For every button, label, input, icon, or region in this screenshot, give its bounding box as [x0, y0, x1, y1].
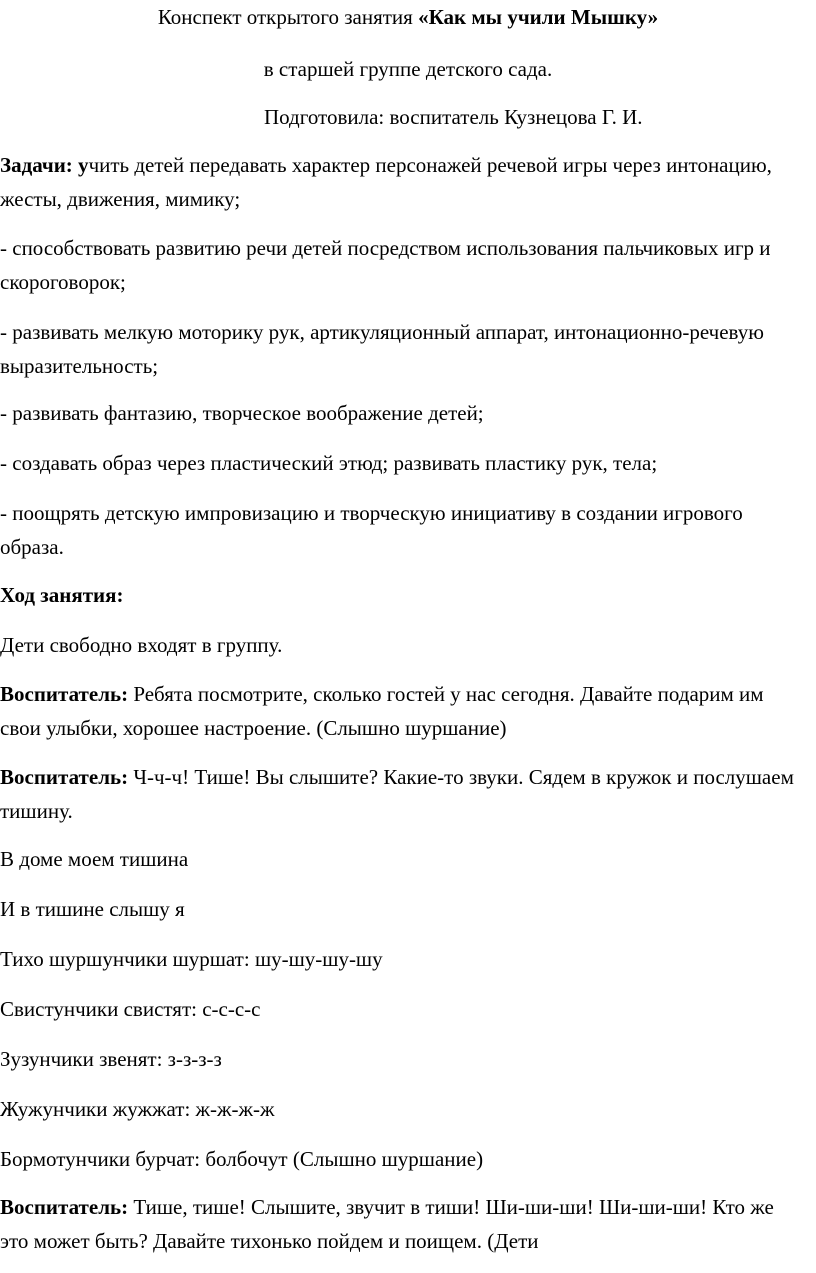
poem-line: Бормотунчики бурчат: болбочут (Слышно шуршание): [0, 1147, 484, 1171]
speaker-label: Воспитатель:: [0, 1195, 129, 1219]
task-item: - развивать фантазию, творческое воображение детей;: [0, 401, 484, 425]
speaker-label: Воспитатель:: [0, 682, 129, 706]
tasks-first-text: чить детей передавать характер персонажей речевой игры через интонацию, жесты, движения, мимику;: [0, 153, 772, 211]
speech-text: Тише, тише! Слышите, звучит в тиши! Ши-ши-ши! Ши-ши-ши! Кто же это может быть? Давайте тихонько пойдем и поищем. (Дети: [0, 1195, 774, 1253]
document-title: [0, 5, 816, 29]
poem-line: Тихо шуршунчики шуршат: шу-шу-шу-шу: [0, 947, 383, 971]
poem-line: И в тишине слышу я: [0, 897, 185, 921]
speech-text: Ребята посмотрите, сколько гостей у нас сегодня. Давайте подарим им свои улыбки, хорошее настроение. (Слышно шуршание): [0, 682, 764, 740]
task-item: - создавать образ через пластический этюд; развивать пластику рук, тела;: [0, 451, 658, 475]
course-heading-text: Ход занятия:: [0, 583, 124, 607]
tasks-paragraph: [0, 148, 806, 216]
title-bold: «Как мы учили Мышку»: [418, 5, 659, 29]
course-heading: [0, 578, 806, 612]
task-item: - развивать мелкую моторику рук, артикуляционный аппарат, интонационно-речевую выразительность;: [0, 320, 764, 378]
teacher-line-3: [0, 1190, 806, 1258]
course-intro: Дети свободно входят в группу.: [0, 633, 283, 657]
teacher-line-1: [0, 677, 806, 745]
poem-line: Зузунчики звенят: з-з-з-з: [0, 1047, 222, 1071]
task-item: - способствовать развитию речи детей посредством использования пальчиковых игр и скороговорок;: [0, 236, 771, 294]
poem-line: Свистунчики свистят: с-с-с-с: [0, 997, 261, 1021]
poem-line: Жужунчики жужжат: ж-ж-ж-ж: [0, 1097, 275, 1121]
author-line: Подготовила: воспитатель Кузнецова Г. И.: [264, 105, 643, 129]
title-prefix: Конспект открытого занятия: [157, 5, 419, 29]
task-item: - поощрять детскую импровизацию и творческую инициативу в создании игрового образа.: [0, 501, 743, 559]
speech-text: Ч-ч-ч! Тише! Вы слышите? Какие-то звуки. Сядем в кружок и послушаем тишину.: [0, 765, 794, 823]
document-subtitle: в старшей группе детского сада.: [263, 57, 553, 81]
teacher-line-2: [0, 760, 806, 828]
tasks-label: Задачи: у: [0, 153, 89, 177]
speaker-label: Воспитатель:: [0, 765, 129, 789]
poem-line: В доме моем тишина: [0, 847, 189, 871]
